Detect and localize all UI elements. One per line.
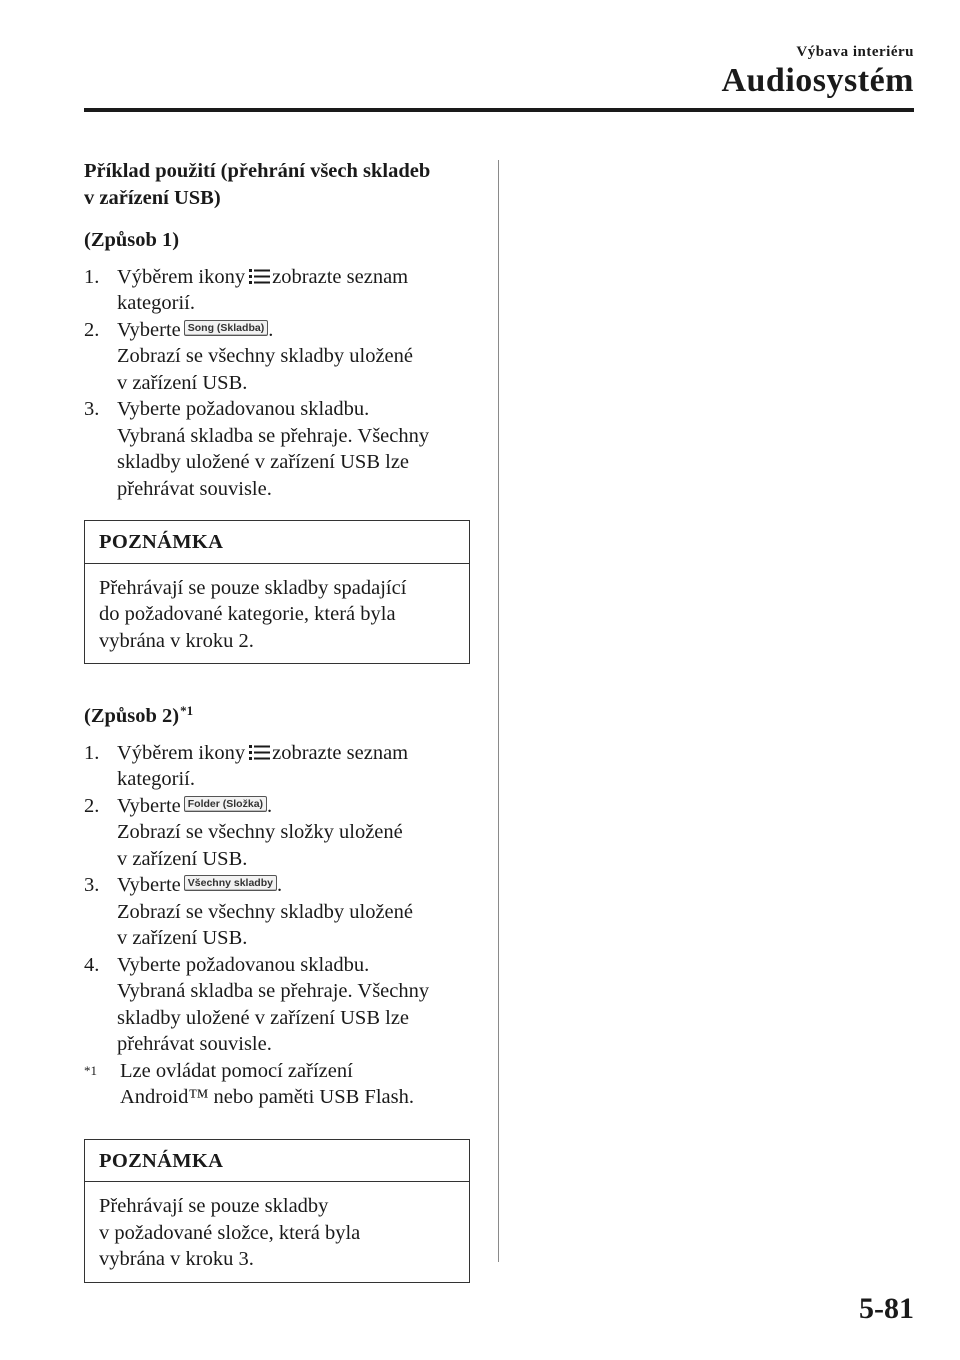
step-text: skladby uložené v zařízení USB lze xyxy=(117,1006,410,1029)
method2-step-2 xyxy=(84,793,470,873)
method1-title: (Způsob 1) xyxy=(84,229,180,251)
step-text: zobrazte seznam xyxy=(272,265,409,288)
step-number: 2. xyxy=(84,318,100,341)
step-text: . xyxy=(268,318,274,341)
method2-title xyxy=(84,698,470,730)
footnote xyxy=(84,1058,470,1111)
step-text: Vyberte xyxy=(117,794,181,817)
step-number: 2. xyxy=(84,794,100,817)
step-text: přehrávat souvisle. xyxy=(117,1033,272,1055)
step-text: Vyberte požadovanou skladbu. xyxy=(117,398,370,420)
note-box-2 xyxy=(84,1139,470,1283)
method2-steps xyxy=(84,740,470,1058)
left-column xyxy=(84,158,470,1283)
step-text: v zařízení USB. xyxy=(117,371,248,394)
method1-step-1 xyxy=(84,264,470,317)
song-button: Song (Skladba) xyxy=(184,320,268,336)
footnote-text: Lze ovládat pomocí zařízení xyxy=(120,1059,353,1082)
step-text: skladby uložené v zařízení USB lze xyxy=(117,451,410,473)
list-icon xyxy=(249,744,270,761)
method1-step-3 xyxy=(84,396,470,502)
section-label: Výbava interiéru xyxy=(796,44,914,60)
step-text: . xyxy=(267,794,273,817)
footnote-mark xyxy=(84,1058,97,1090)
note-heading: POZNÁMKA xyxy=(85,1140,469,1183)
step-text: kategorií. xyxy=(117,768,195,790)
note-text: Přehrávají se pouze skladby xyxy=(99,1195,329,1217)
folder-button: Folder (Složka) xyxy=(184,796,267,812)
column-divider xyxy=(498,160,499,1262)
step-text: Vybraná skladba se přehraje. Všechny xyxy=(117,424,430,447)
step-text: v zařízení USB. xyxy=(117,927,248,949)
all-songs-button: Všechny skladby xyxy=(184,875,277,891)
step-number: 1. xyxy=(84,265,100,288)
method2-step-4 xyxy=(84,952,470,1058)
method2-title-text: (Způsob 2) xyxy=(84,705,180,727)
page-title: Audiosystém xyxy=(721,62,914,99)
step-text: Vyberte xyxy=(117,874,181,896)
footnote-mark-text: *1 xyxy=(84,1062,97,1078)
example-title-line1: Příklad použití (přehrání všech skladeb xyxy=(84,160,431,182)
method1-steps xyxy=(84,264,470,503)
step-text: Zobrazí se všechny skladby uložené xyxy=(117,900,414,923)
method2-step-3 xyxy=(84,872,470,952)
note-box-1 xyxy=(84,520,470,664)
method1-step-2 xyxy=(84,317,470,397)
header-rule xyxy=(84,108,914,112)
step-text: . xyxy=(276,874,283,896)
step-text: Zobrazí se všechny složky uložené xyxy=(117,821,403,843)
step-text: v zařízení USB. xyxy=(117,847,248,870)
step-text: Výběrem ikony xyxy=(117,265,246,288)
note-text: Přehrávají se pouze skladby spadající xyxy=(99,576,407,599)
step-text: Vybraná skladba se přehraje. Všechny xyxy=(117,980,430,1002)
note-text: vybrána v kroku 2. xyxy=(99,629,254,652)
note-text: do požadované kategorie, která byla xyxy=(99,603,396,625)
footnote-ref: *1 xyxy=(180,703,194,718)
example-title-line2: v zařízení USB) xyxy=(84,186,221,209)
step-text: zobrazte seznam xyxy=(272,741,409,764)
note-body xyxy=(85,1182,469,1282)
step-text: kategorií. xyxy=(117,292,195,314)
note-text: vybrána v kroku 3. xyxy=(99,1248,254,1270)
step-number: 3. xyxy=(84,398,100,420)
footnote-text: Android™ nebo paměti USB Flash. xyxy=(120,1086,414,1108)
step-text: Vyberte požadovanou skladbu. xyxy=(117,953,370,976)
page-number: 5-81 xyxy=(859,1292,914,1325)
step-number: 1. xyxy=(84,741,100,764)
step-text: přehrávat souvisle. xyxy=(117,477,272,500)
note-text: v požadované složce, která byla xyxy=(99,1221,361,1244)
step-text: Výběrem ikony xyxy=(117,741,246,764)
method2-step-1 xyxy=(84,740,470,793)
step-text: Zobrazí se všechny skladby uložené xyxy=(117,345,414,367)
step-number: 3. xyxy=(84,874,100,896)
note-heading: POZNÁMKA xyxy=(85,521,469,564)
note-body xyxy=(85,564,469,664)
step-text: Vyberte xyxy=(117,318,181,341)
step-number: 4. xyxy=(84,953,100,976)
list-icon xyxy=(249,268,270,285)
example-title xyxy=(84,158,470,211)
